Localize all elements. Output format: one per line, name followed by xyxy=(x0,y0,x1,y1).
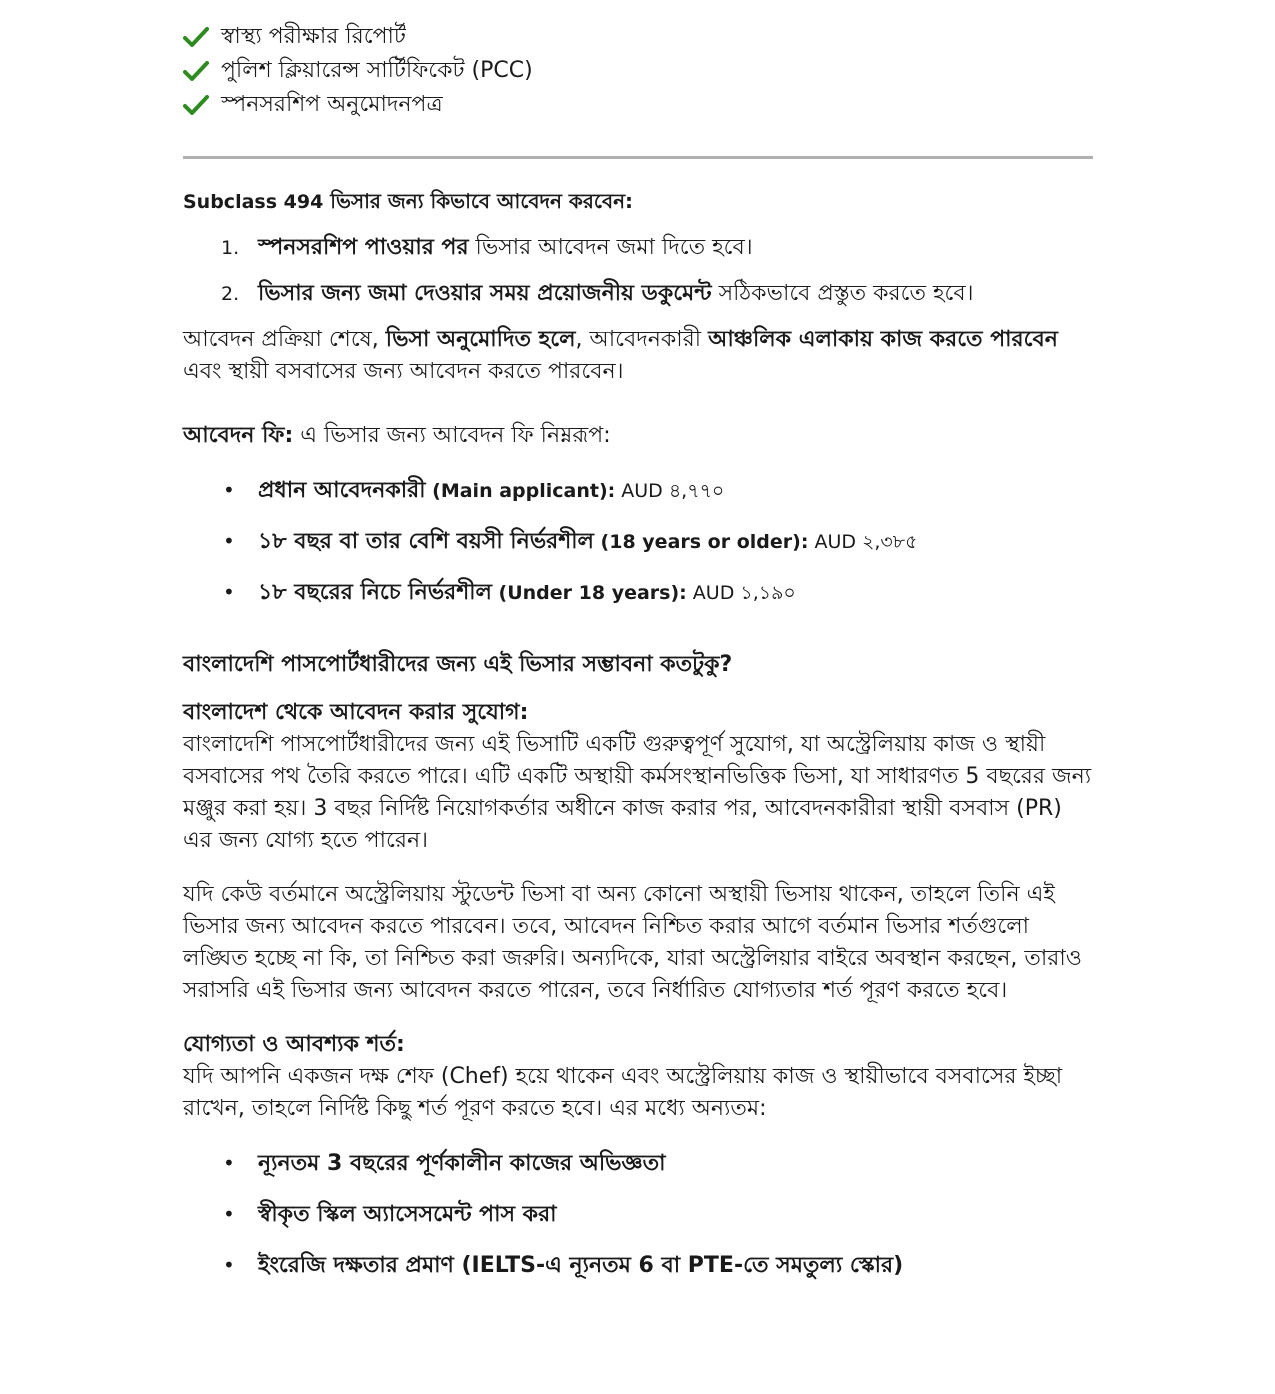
check-icon xyxy=(183,60,209,82)
checklist-item xyxy=(183,54,1092,88)
bullet-dot: • xyxy=(223,1202,235,1226)
step-rest: ভিসার আবেদন জমা দিতে হবে। xyxy=(468,235,753,260)
bullet-dot: • xyxy=(223,478,235,502)
outcome-text-2: , আবেদনকারী xyxy=(575,327,709,352)
fee-amount: AUD ২,৩৮৫ xyxy=(808,531,918,553)
apply-outcome xyxy=(183,324,1092,388)
outcome-bold-2: আঞ্চলিক এলাকায় কাজ করতে পারবেন xyxy=(708,327,1058,352)
fee-en: (Under 18 years): xyxy=(491,582,687,604)
fees-intro-text: এ ভিসার জন্য আবেদন ফি নিম্নরূপ: xyxy=(293,423,611,448)
fee-item xyxy=(183,576,1092,609)
bullet-dot: • xyxy=(223,1253,235,1277)
checklist-item xyxy=(183,88,1092,122)
eligibility-text: ইংরেজি দক্ষতার প্রমাণ (IELTS-এ ন্যূনতম 6 বা PTE-তে সমতুল্য স্কোর) xyxy=(258,1253,904,1278)
eligibility-item xyxy=(183,1147,1092,1180)
fee-en: (18 years or older): xyxy=(593,531,809,553)
bullet-dot: • xyxy=(223,580,235,604)
fee-amount: AUD ১,১৯০ xyxy=(686,582,796,604)
eligibility-list xyxy=(183,1147,1092,1282)
eligibility-text: স্বীকৃত স্কিল অ্যাসেসমেন্ট পাস করা xyxy=(258,1202,557,1227)
step-text xyxy=(258,232,1092,264)
outcome-text-1: আবেদন প্রক্রিয়া শেষে, xyxy=(183,327,386,352)
fee-item xyxy=(183,525,1092,558)
prospects-subheading: বাংলাদেশ থেকে আবেদন করার সুযোগ: xyxy=(183,700,529,725)
step-number: 1. xyxy=(221,237,240,259)
fee-text xyxy=(258,475,724,507)
fees-label: আবেদন ফি: xyxy=(183,423,294,448)
eligibility-item xyxy=(183,1249,1092,1282)
apply-heading-text: ভিসার জন্য কিভাবে আবেদন করবেন: xyxy=(323,189,634,213)
fee-bold: প্রধান আবেদনকারী xyxy=(258,478,426,503)
checklist xyxy=(183,20,1092,122)
eligibility-intro: যদি আপনি একজন দক্ষ শেফ (Chef) হয়ে থাকেন এবং অস্ট্রেলিয়ায় কাজ ও স্থায়ীভাবে বসবাসের ইচ্ছা রাখেন, তাহলে নির্দিষ্ট কিছু শর্ত পূরণ করতে হবে। এর মধ্যে অন্যতম: xyxy=(183,1064,1063,1121)
bullet-dot: • xyxy=(223,529,235,553)
outcome-bold-1: ভিসা অনুমোদিত হলে xyxy=(385,327,576,352)
apply-heading-prefix: Subclass 494 xyxy=(183,191,324,213)
step-bold: ভিসার জন্য জমা দেওয়ার সময় প্রয়োজনীয় ডকুমেন্ট xyxy=(258,281,712,306)
eligibility-text: ন্যূনতম 3 বছরের পূর্ণকালীন কাজের অভিজ্ঞতা xyxy=(258,1151,666,1176)
fee-bold: ১৮ বছরের নিচে নির্ভরশীল xyxy=(258,580,492,605)
fee-text xyxy=(258,526,917,558)
fee-amount: AUD ৪,৭৭০ xyxy=(615,480,725,502)
fee-item xyxy=(183,474,1092,507)
step-text xyxy=(258,278,1092,310)
prospects-heading: বাংলাদেশি পাসপোর্টধারীদের জন্য এই ভিসার সম্ভাবনা কতটুকু? xyxy=(183,652,733,677)
fee-en: (Main applicant): xyxy=(425,480,616,502)
check-icon xyxy=(183,26,209,48)
prospects-para-2: যদি কেউ বর্তমানে অস্ট্রেলিয়ায় স্টুডেন্ট ভিসা বা অন্য কোনো অস্থায়ী ভিসায় থাকেন, তাহলে তিনি এই ভিসার জন্য আবেদন করতে পারবেন। তবে, আবেদন নিশ্চিত করার আগে বর্তমান ভিসার শর্তগুলো লঙ্ঘিত হচ্ছে না কি, তা নিশ্চিত করা জরুরি। অন্যদিকে, যারা অস্ট্রেলিয়ার বাইরে অবস্থান করছেন, তারাও সরাসরি এই ভিসার জন্য আবেদন করতে পারেন, তবে নির্ধারিত যোগ্যতার শর্ত পূরণ করতে হবে। xyxy=(183,882,1082,1003)
checklist-item xyxy=(183,20,1092,54)
checklist-text: স্বাস্থ্য পরীক্ষার রিপোর্ট xyxy=(221,24,406,49)
eligibility-heading: যোগ্যতা ও আবশ্যক শর্ত: xyxy=(183,1032,405,1057)
outcome-text-3: এবং স্থায়ী বসবাসের জন্য আবেদন করতে পারবেন। xyxy=(183,359,624,384)
fees-intro xyxy=(183,420,1092,452)
apply-step xyxy=(183,232,1092,264)
check-icon xyxy=(183,94,209,116)
bullet-dot: • xyxy=(223,1151,235,1175)
checklist-text: পুলিশ ক্লিয়ারেন্স সার্টিফিকেট (PCC) xyxy=(221,58,533,83)
section-divider xyxy=(183,156,1093,159)
fee-bold: ১৮ বছর বা তার বেশি বয়সী নির্ভরশীল xyxy=(258,529,594,554)
prospects-para-1: বাংলাদেশি পাসপোর্টধারীদের জন্য এই ভিসাটি একটি গুরুত্বপূর্ণ সুযোগ, যা অস্ট্রেলিয়ায় কাজ ও স্থায়ী বসবাসের পথ তৈরি করতে পারে। এটি একটি অস্থায়ী কর্মসংস্থানভিত্তিক ভিসা, যা সাধারণত 5 বছরের জন্য মঞ্জুর করা হয়। 3 বছর নির্দিষ্ট নিয়োগকর্তার অধীনে কাজ করার পর, আবেদনকারীরা স্থায়ী বসবাস (PR) এর জন্য যোগ্য হতে পারেন। xyxy=(183,732,1092,853)
eligibility-item xyxy=(183,1198,1092,1231)
fee-text xyxy=(258,577,796,609)
fees-list xyxy=(183,474,1092,609)
step-number: 2. xyxy=(221,283,240,305)
step-rest: সঠিকভাবে প্রস্তুত করতে হবে। xyxy=(711,281,974,306)
apply-step xyxy=(183,278,1092,310)
step-bold: স্পনসরশিপ পাওয়ার পর xyxy=(258,235,469,260)
checklist-text: স্পনসরশিপ অনুমোদনপত্র xyxy=(221,92,443,117)
apply-steps xyxy=(183,232,1092,310)
apply-heading xyxy=(183,185,1092,218)
